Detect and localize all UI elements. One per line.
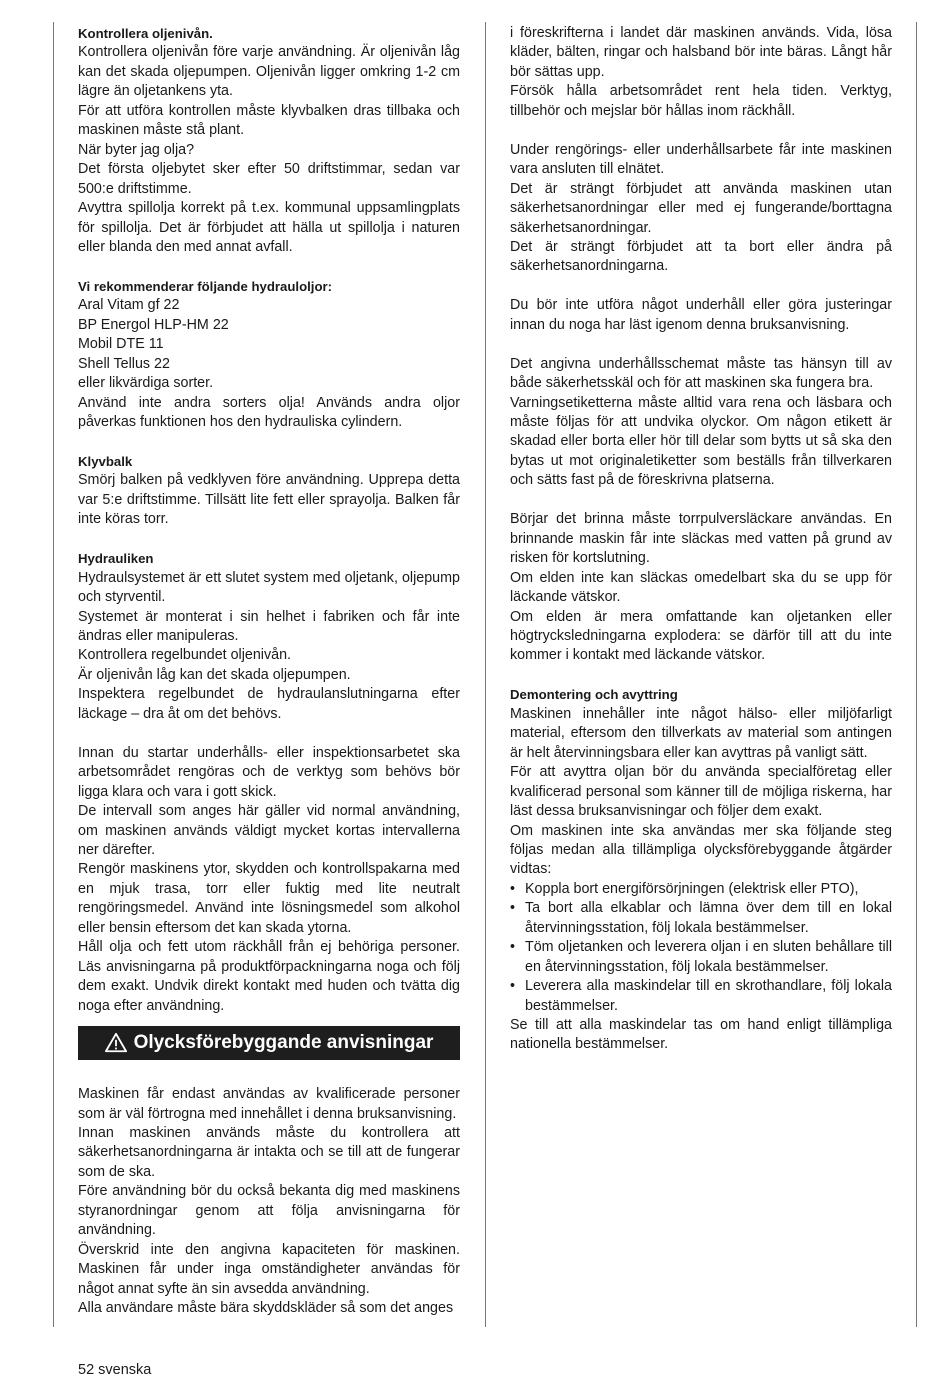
paragraph: Använd inte andra sorters olja! Används andra oljor påverkas funktionen hos den hydrauliska cylindern. (78, 394, 460, 431)
bullet-marker: • (510, 978, 516, 995)
list-item (510, 977, 892, 1016)
bullet-marker: • (510, 880, 516, 897)
oil-list-item: Shell Tellus 22 (78, 355, 170, 372)
paragraph: i föreskrifterna i landet där maskinen används. Vida, lösa kläder, bälten, ringar och halsband bör inte bäras. Långt hår bör sättas upp. (510, 25, 892, 80)
list-item-text: Koppla bort energiförsörjningen (elektrisk eller PTO), (525, 880, 859, 897)
paragraph: Varningsetiketterna måste alltid vara rena och läsbara och måste följas för att undvika olyckor. Om någon etikett är skadad eller borta eller hör till delar som bytts ut så ska den bytas ut mot originaletiketter som beställs från tillverkaren och sätts fast på de föreskrivna platserna. (510, 394, 892, 489)
list-item-text: Leverera alla maskindelar till en skrothandlare, följ lokala bestämmelser. (525, 978, 892, 1014)
list-item (510, 899, 892, 938)
paragraph: Försök hålla arbetsområdet rent hela tiden. Verktyg, tillbehör och mejslar bör hållas inom räckhåll. (510, 83, 892, 119)
paragraph: Överskrid inte den angivna kapaciteten för maskinen. Maskinen får under inga omständigheter användas för något annat syfte än sin avsedda användning. (78, 1241, 460, 1297)
oil-list-item: Aral Vitam gf 22 (78, 297, 180, 314)
paragraph: Det angivna underhållsschemat måste tas hänsyn till av både säkerhetsskäl och för att maskinen ska fungera bra. (510, 355, 892, 392)
paragraph: Innan du startar underhålls- eller inspektionsarbetet ska arbetsområdet rengöras och de verktyg som behövs bör ligga klara och vara i gott skick. (78, 744, 460, 800)
paragraph: De intervall som anges här gäller vid normal användning, om maskinen används väldigt mycket kortas intervallerna ner därefter. (78, 803, 460, 858)
paragraph: Om elden är mera omfattande kan oljetanken eller högtrycksledningarna explodera: se därför till att du inte kommer i kontakt med läckande vätskor. (510, 608, 892, 664)
paragraph: Avyttra spillolja korrekt på t.ex. kommunal uppsamlingplats för spillolja. Det är förbjudet att hälla ut spillolja i naturen eller blanda den med annat avfall. (78, 200, 460, 255)
list-item (510, 938, 892, 977)
paragraph: Kontrollera regelbundet oljenivån. (78, 647, 292, 664)
paragraph: Innan maskinen används måste du kontrollera att säkerhetsanordningarna är intakta och se till att de fungerar som de ska. (78, 1124, 460, 1180)
paragraph: Se till att alla maskindelar tas om hand enligt tillämpliga nationella bestämmelser. (510, 1017, 892, 1053)
paragraph: Det är strängt förbjudet att ta bort eller ändra på säkerhetsanordningarna. (510, 238, 892, 275)
paragraph: Rengör maskinens ytor, skydden och kontrollspakarna med en mjuk trasa, torr eller fuktig med lite neutralt rengöringsmedel. Använd inte lösningsmedel som alkohol eller bensin eftersom det kan skada ytorna. (78, 861, 460, 936)
paragraph: För att avyttra oljan bör du använda specialföretag eller kvalificerad personal som känner till de möjliga riskerna, har läst dessa bruksanvisningar och följer dem exakt. (510, 764, 892, 820)
column-divider-rule (485, 22, 486, 1327)
oil-list-item: eller likvärdiga sorter. (78, 375, 214, 392)
safety-banner-title: Olycksförebyggande anvisningar (133, 1032, 434, 1054)
safety-instructions-banner (78, 1026, 460, 1060)
paragraph: Kontrollera oljenivån före varje användning. Är oljenivån låg kan det skada oljepumpen. Oljenivån ligger omkring 1-2 cm lägre än oljetankens yta. (78, 44, 460, 100)
paragraph: Hydraulsystemet är ett slutet system med oljetank, oljepump och styrventil. (78, 569, 460, 606)
oil-level-heading: Kontrollera oljenivån. (78, 26, 213, 41)
recommended-oils-heading: Vi rekommenderar följande hydrauloljor: (78, 278, 333, 294)
paragraph: Inspektera regelbundet de hydraulanslutningarna efter läckage – dra åt om det behövs. (78, 686, 460, 722)
bullet-marker: • (510, 900, 516, 917)
paragraph: För att utföra kontrollen måste klyvbalken dras tillbaka och maskinen måste stå plant. (78, 102, 460, 139)
list-item (510, 880, 892, 899)
paragraph: Systemet är monterat i sin helhet i fabriken och får inte ändras eller manipuleras. (78, 608, 460, 644)
oil-list-item: BP Energol HLP-HM 22 (78, 316, 229, 333)
left-margin-rule (53, 22, 54, 1327)
paragraph: Är oljenivån låg kan det skada oljepumpen. (78, 666, 351, 683)
list-item-text: Töm oljetanken och leverera oljan i en sluten behållare till en återvinningsstation, följ lokala bestämmelser. (525, 939, 892, 975)
list-item-text: Ta bort alla elkablar och lämna över dem till en lokal återvinningsstation, följ lokala bestämmelser. (525, 900, 892, 936)
paragraph: Om elden inte kan släckas omedelbart ska du se upp för läckande vätskor. (510, 569, 892, 606)
paragraph: Börjar det brinna måste torrpulversläckare användas. En brinnande maskin får inte släckas med vatten på grund av risken för kortslutning. (510, 511, 892, 567)
bullet-marker: • (510, 939, 516, 956)
disposal-steps-list (510, 880, 892, 1016)
paragraph: Det är strängt förbjudet att använda maskinen utan säkerhetsanordningar eller med ej fungerande/borttagna säkerhetsanordningar. (510, 180, 892, 236)
left-column (78, 24, 460, 1318)
disposal-heading: Demontering och avyttring (510, 687, 678, 703)
paragraph: Alla användare måste bära skyddskläder så som det anges (78, 1300, 454, 1317)
warning-triangle-icon (105, 1032, 127, 1054)
paragraph: Smörj balken på vedklyven före användning. Upprepa detta var 5:e driftstimme. Tillsätt lite fett eller sprayolja. Balken får inte köras torr. (78, 472, 460, 528)
paragraph: Under rengörings- eller underhållsarbete får inte maskinen vara ansluten till elnätet. (510, 141, 892, 178)
page-footer-label: 52 svenska (78, 1362, 152, 1378)
paragraph: Före användning bör du också bekanta dig med maskinens styranordningar genom att följa anvisningarna för användning. (78, 1183, 460, 1239)
hydraulics-heading: Hydrauliken (78, 551, 154, 567)
paragraph: Det första oljebytet sker efter 50 driftstimmar, sedan var 500:e driftstimme. (78, 161, 460, 197)
paragraph: Du bör inte utföra något underhåll eller göra justeringar innan du noga har läst igenom denna bruksanvisning. (510, 297, 892, 333)
paragraph: När byter jag olja? (78, 141, 195, 158)
right-margin-rule (916, 22, 917, 1327)
right-column (510, 24, 892, 1055)
paragraph: Om maskinen inte ska användas mer ska följande steg följas medan alla tillämpliga olycksförebyggande åtgärder vidtas: (510, 822, 892, 878)
splitting-beam-heading: Klyvbalk (78, 453, 133, 469)
paragraph: Håll olja och fett utom räckhåll från ej behöriga personer. Läs anvisningarna på produktförpackningarna noga och följ dem exakt. Undvik direkt kontakt med huden och tvätta dig noga efter användning. (78, 939, 460, 1014)
oil-list-item: Mobil DTE 11 (78, 336, 164, 353)
paragraph: Maskinen innehåller inte något hälso- eller miljöfarligt material, eftersom den tillverkats av material som antingen är helt återvinningsbara eller kan avyttras på vanligt sätt. (510, 705, 892, 761)
paragraph: Maskinen får endast användas av kvalificerade personer som är väl förtrogna med innehållet i denna bruksanvisning. (78, 1086, 460, 1122)
